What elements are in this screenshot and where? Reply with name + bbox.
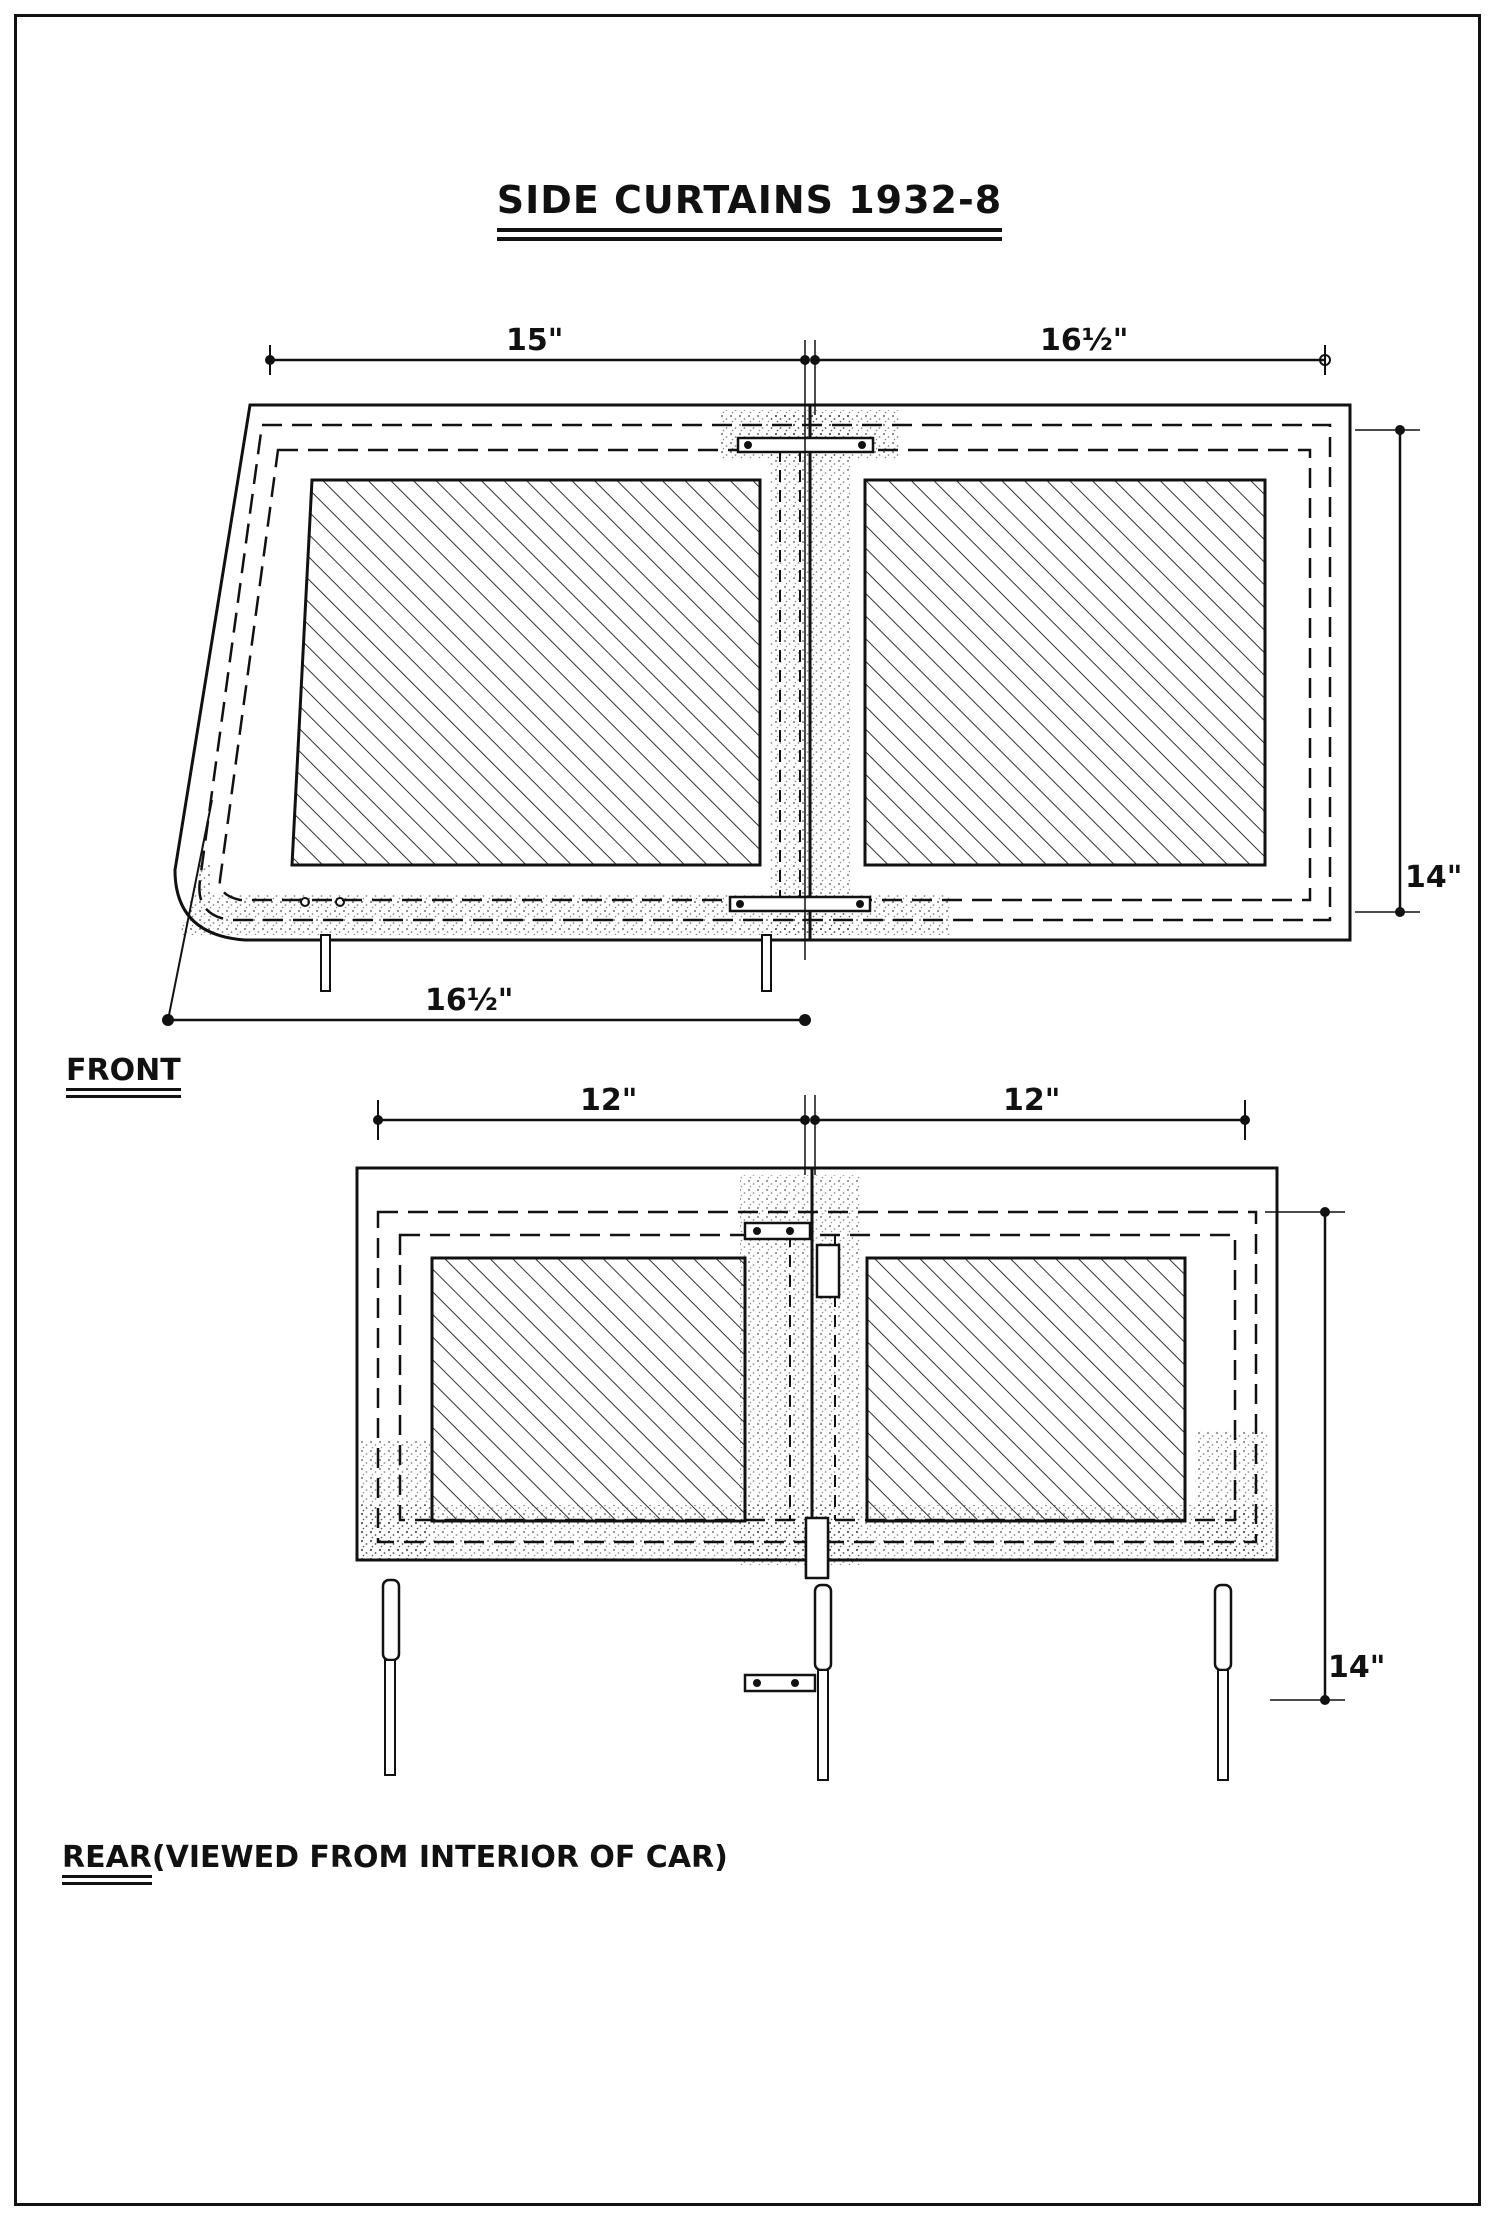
rear-curtain — [357, 1095, 1345, 1780]
front-dim-top-left: 15" — [506, 323, 564, 358]
front-dim-bottom: 16½" — [425, 983, 514, 1018]
rear-dim-top-right: 12" — [1003, 1083, 1061, 1118]
rear-note: (VIEWED FROM INTERIOR OF CAR) — [151, 1840, 728, 1875]
rear-label: REAR — [62, 1840, 152, 1878]
front-dim-height: 14" — [1405, 860, 1463, 895]
diagram-title: SIDE CURTAINS 1932-8 — [0, 178, 1499, 232]
front-dim-top-right: 16½" — [1040, 323, 1129, 358]
rear-caption — [62, 1840, 728, 1875]
rear-dim-top-left: 12" — [580, 1083, 638, 1118]
rear-dim-height: 14" — [1328, 1650, 1386, 1685]
front-curtain — [162, 340, 1420, 1026]
front-label: FRONT — [66, 1053, 181, 1091]
